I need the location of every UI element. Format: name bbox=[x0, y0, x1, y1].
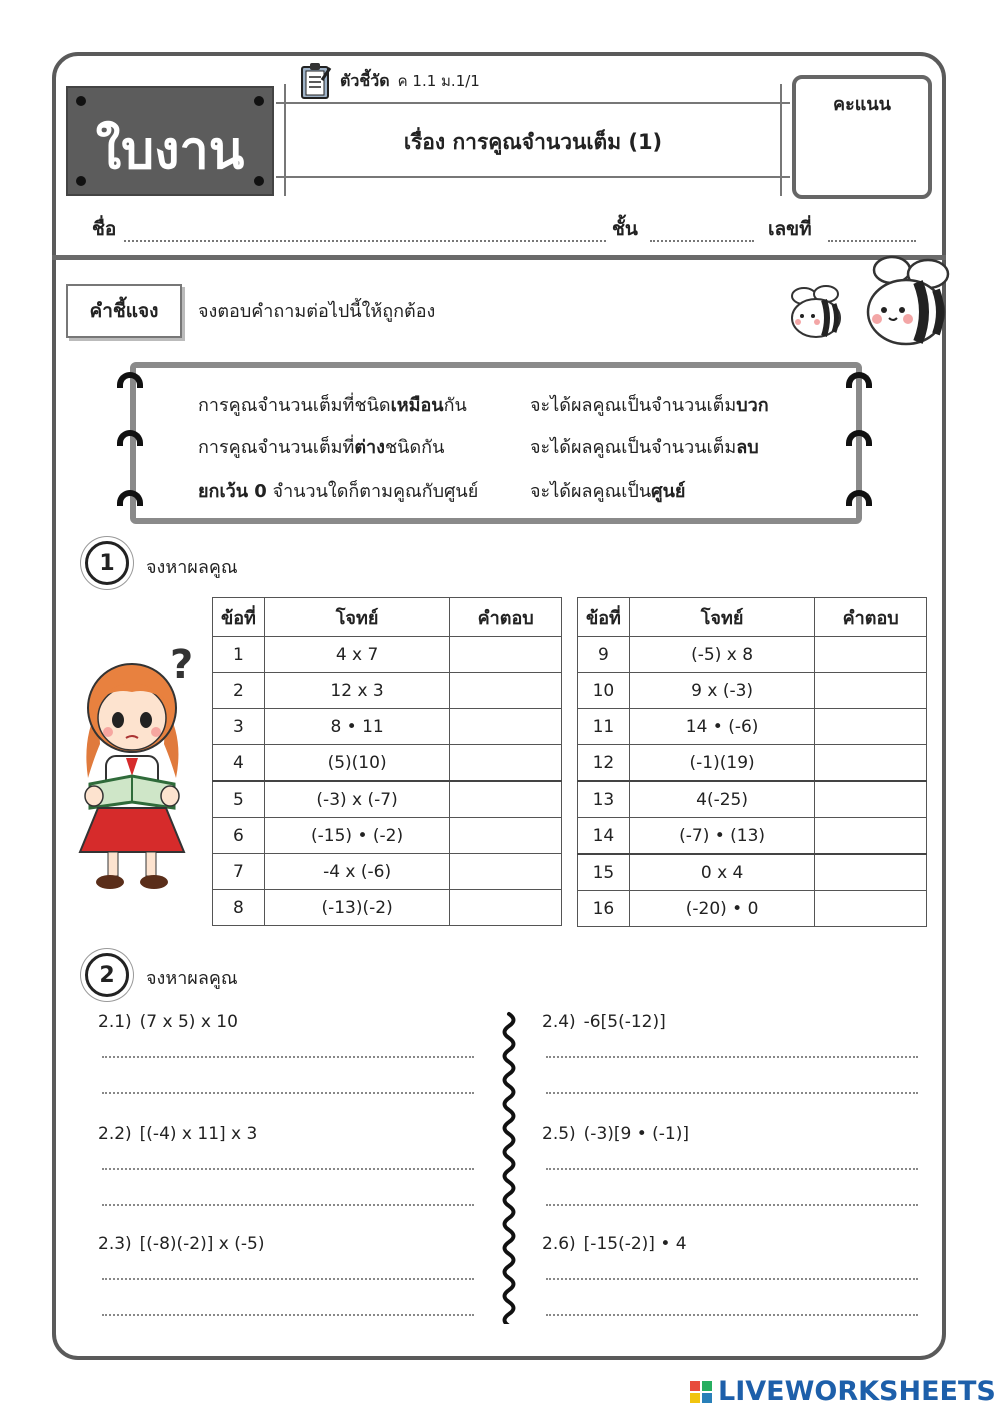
problem-cell: (-1)(19) bbox=[629, 745, 814, 782]
instruction-text: จงตอบคำถามต่อไปนี้ให้ถูกต้อง bbox=[198, 301, 436, 322]
table-row bbox=[213, 709, 562, 745]
sub-question-problem: [(-4) x 11] x 3 bbox=[139, 1124, 258, 1144]
answer-line[interactable] bbox=[102, 1092, 474, 1094]
sub-question-label: 2.3) bbox=[98, 1234, 132, 1254]
answer-cell[interactable] bbox=[815, 854, 927, 891]
problem-cell: 12 x 3 bbox=[264, 673, 449, 709]
table-row bbox=[213, 745, 562, 782]
answer-line[interactable] bbox=[546, 1168, 918, 1170]
table-row bbox=[213, 637, 562, 673]
problem-cell: (-5) x 8 bbox=[629, 637, 814, 673]
sub-question bbox=[98, 1234, 264, 1254]
answer-line[interactable] bbox=[546, 1278, 918, 1280]
row-number: 15 bbox=[578, 854, 630, 891]
row-number: 4 bbox=[213, 745, 265, 782]
section-2-badge: 2 bbox=[85, 953, 129, 997]
header-line bbox=[276, 102, 790, 104]
section-1-badge: 1 bbox=[85, 541, 129, 585]
liveworksheets-logo-icon bbox=[690, 1381, 712, 1403]
problem-cell: 14 • (-6) bbox=[629, 709, 814, 745]
table-row bbox=[213, 781, 562, 818]
answer-line[interactable] bbox=[102, 1278, 474, 1280]
row-number: 16 bbox=[578, 891, 630, 927]
table-row bbox=[578, 745, 927, 782]
rule-3-right: จะได้ผลคูณเป็นศูนย์ bbox=[530, 481, 686, 502]
row-number: 9 bbox=[578, 637, 630, 673]
answer-line[interactable] bbox=[102, 1314, 474, 1316]
sub-question bbox=[542, 1012, 666, 1032]
problem-cell: 0 x 4 bbox=[629, 854, 814, 891]
indicator-label: ตัวชี้วัด bbox=[340, 70, 390, 90]
answer-cell[interactable] bbox=[815, 709, 927, 745]
sub-question bbox=[542, 1234, 687, 1254]
problem-cell: (-13)(-2) bbox=[264, 890, 449, 926]
rule-2-right: จะได้ผลคูณเป็นจำนวนเต็มลบ bbox=[530, 437, 759, 458]
answer-cell[interactable] bbox=[815, 891, 927, 927]
answer-cell[interactable] bbox=[450, 745, 562, 782]
problem-cell: (-20) • 0 bbox=[629, 891, 814, 927]
answer-line[interactable] bbox=[546, 1056, 918, 1058]
problem-cell: 4 x 7 bbox=[264, 637, 449, 673]
row-number: 10 bbox=[578, 673, 630, 709]
question-mark-icon: ? bbox=[170, 642, 194, 688]
name-field[interactable] bbox=[124, 240, 606, 242]
header-no: ข้อที่ bbox=[213, 598, 265, 637]
row-number: 3 bbox=[213, 709, 265, 745]
section-1-table-right bbox=[577, 597, 927, 927]
clipboard-icon bbox=[300, 62, 332, 100]
subject-title: เรื่อง การคูณจำนวนเต็ม (1) bbox=[403, 129, 663, 154]
rule-1-right: จะได้ผลคูณเป็นจำนวนเต็มบวก bbox=[530, 395, 769, 416]
sub-question bbox=[98, 1012, 238, 1032]
answer-line[interactable] bbox=[102, 1204, 474, 1206]
header-problem: โจทย์ bbox=[629, 598, 814, 637]
indicator-value: ค 1.1 ม.1/1 bbox=[397, 72, 480, 90]
problem-cell: (-3) x (-7) bbox=[264, 781, 449, 818]
table-row bbox=[578, 637, 927, 673]
header-separator bbox=[52, 255, 946, 260]
rule-2-left: การคูณจำนวนเต็มที่ต่างชนิดกัน bbox=[198, 437, 445, 458]
section-1-title: จงหาผลคูณ bbox=[146, 557, 238, 578]
row-number: 2 bbox=[213, 673, 265, 709]
answer-line[interactable] bbox=[546, 1092, 918, 1094]
row-number: 1 bbox=[213, 637, 265, 673]
header-problem: โจทย์ bbox=[264, 598, 449, 637]
score-label: คะแนน bbox=[833, 94, 891, 115]
table-row bbox=[578, 673, 927, 709]
answer-cell[interactable] bbox=[815, 673, 927, 709]
problem-cell: 8 • 11 bbox=[264, 709, 449, 745]
rule-3-left: ยกเว้น 0 จำนวนใดก็ตามคูณกับศูนย์ bbox=[198, 481, 479, 502]
row-number: 8 bbox=[213, 890, 265, 926]
class-label: ชั้น bbox=[612, 218, 638, 240]
table-row bbox=[213, 818, 562, 854]
bee-icon bbox=[786, 282, 846, 340]
sub-question-label: 2.6) bbox=[542, 1234, 576, 1254]
section-1-table-left bbox=[212, 597, 562, 926]
sub-question-problem: [-15(-2)] • 4 bbox=[583, 1234, 687, 1254]
instruction-label: คำชี้แจง bbox=[66, 284, 182, 338]
problem-cell: (-7) • (13) bbox=[629, 818, 814, 855]
answer-cell[interactable] bbox=[450, 637, 562, 673]
row-number: 7 bbox=[213, 854, 265, 890]
row-number: 13 bbox=[578, 781, 630, 818]
sub-question-label: 2.5) bbox=[542, 1124, 576, 1144]
answer-cell[interactable] bbox=[815, 781, 927, 818]
header-answer: คำตอบ bbox=[450, 598, 562, 637]
section-2-title: จงหาผลคูณ bbox=[146, 968, 238, 989]
corner-dot bbox=[254, 96, 264, 106]
problem-cell: (-15) • (-2) bbox=[264, 818, 449, 854]
sub-question-problem: -6[5(-12)] bbox=[583, 1012, 666, 1032]
table-row bbox=[578, 709, 927, 745]
worksheet-label bbox=[66, 86, 274, 196]
sub-question bbox=[542, 1124, 689, 1144]
sub-question bbox=[98, 1124, 257, 1144]
class-field[interactable] bbox=[650, 240, 754, 242]
rule-1-left: การคูณจำนวนเต็มที่ชนิดเหมือนกัน bbox=[198, 395, 467, 416]
watermark bbox=[690, 1376, 996, 1407]
answer-cell[interactable] bbox=[450, 673, 562, 709]
sub-question-label: 2.2) bbox=[98, 1124, 132, 1144]
row-number: 12 bbox=[578, 745, 630, 782]
table-row bbox=[578, 854, 927, 891]
answer-cell[interactable] bbox=[450, 781, 562, 818]
sub-question-label: 2.4) bbox=[542, 1012, 576, 1032]
sub-question-problem: [(-8)(-2)] x (-5) bbox=[139, 1234, 265, 1254]
sub-question-label: 2.1) bbox=[98, 1012, 132, 1032]
table-row bbox=[578, 818, 927, 855]
answer-line[interactable] bbox=[546, 1204, 918, 1206]
header-divider bbox=[780, 84, 782, 196]
answer-cell[interactable] bbox=[815, 745, 927, 782]
answer-line[interactable] bbox=[102, 1168, 474, 1170]
corner-dot bbox=[76, 96, 86, 106]
problem-cell: 9 x (-3) bbox=[629, 673, 814, 709]
watermark-text: LIVEWORKSHEETS bbox=[718, 1376, 996, 1407]
number-label: เลขที่ bbox=[768, 218, 812, 240]
score-box bbox=[792, 75, 932, 199]
row-number: 6 bbox=[213, 818, 265, 854]
answer-cell[interactable] bbox=[450, 890, 562, 926]
answer-cell[interactable] bbox=[815, 818, 927, 855]
problem-cell: -4 x (-6) bbox=[264, 854, 449, 890]
row-number: 11 bbox=[578, 709, 630, 745]
wavy-divider bbox=[494, 1010, 524, 1324]
header-answer: คำตอบ bbox=[815, 598, 927, 637]
sub-question-problem: (-3)[9 • (-1)] bbox=[583, 1124, 690, 1144]
indicator bbox=[300, 62, 480, 100]
header-no: ข้อที่ bbox=[578, 598, 630, 637]
answer-line[interactable] bbox=[102, 1056, 474, 1058]
worksheet-label-text: ใบงาน bbox=[95, 120, 245, 181]
answer-cell[interactable] bbox=[450, 709, 562, 745]
table-row bbox=[578, 891, 927, 927]
number-field[interactable] bbox=[828, 240, 916, 242]
table-row bbox=[213, 673, 562, 709]
bee-icon bbox=[862, 250, 954, 348]
row-number: 14 bbox=[578, 818, 630, 855]
answer-cell[interactable] bbox=[450, 818, 562, 854]
table-row bbox=[213, 890, 562, 926]
header-line bbox=[276, 176, 790, 178]
table-row bbox=[578, 781, 927, 818]
sub-question-problem: (7 x 5) x 10 bbox=[139, 1012, 238, 1032]
problem-cell: (5)(10) bbox=[264, 745, 449, 782]
name-label: ชื่อ bbox=[92, 218, 117, 240]
row-number: 5 bbox=[213, 781, 265, 818]
problem-cell: 4(-25) bbox=[629, 781, 814, 818]
answer-cell[interactable] bbox=[450, 854, 562, 890]
table-row bbox=[213, 854, 562, 890]
answer-line[interactable] bbox=[546, 1314, 918, 1316]
answer-cell[interactable] bbox=[815, 637, 927, 673]
